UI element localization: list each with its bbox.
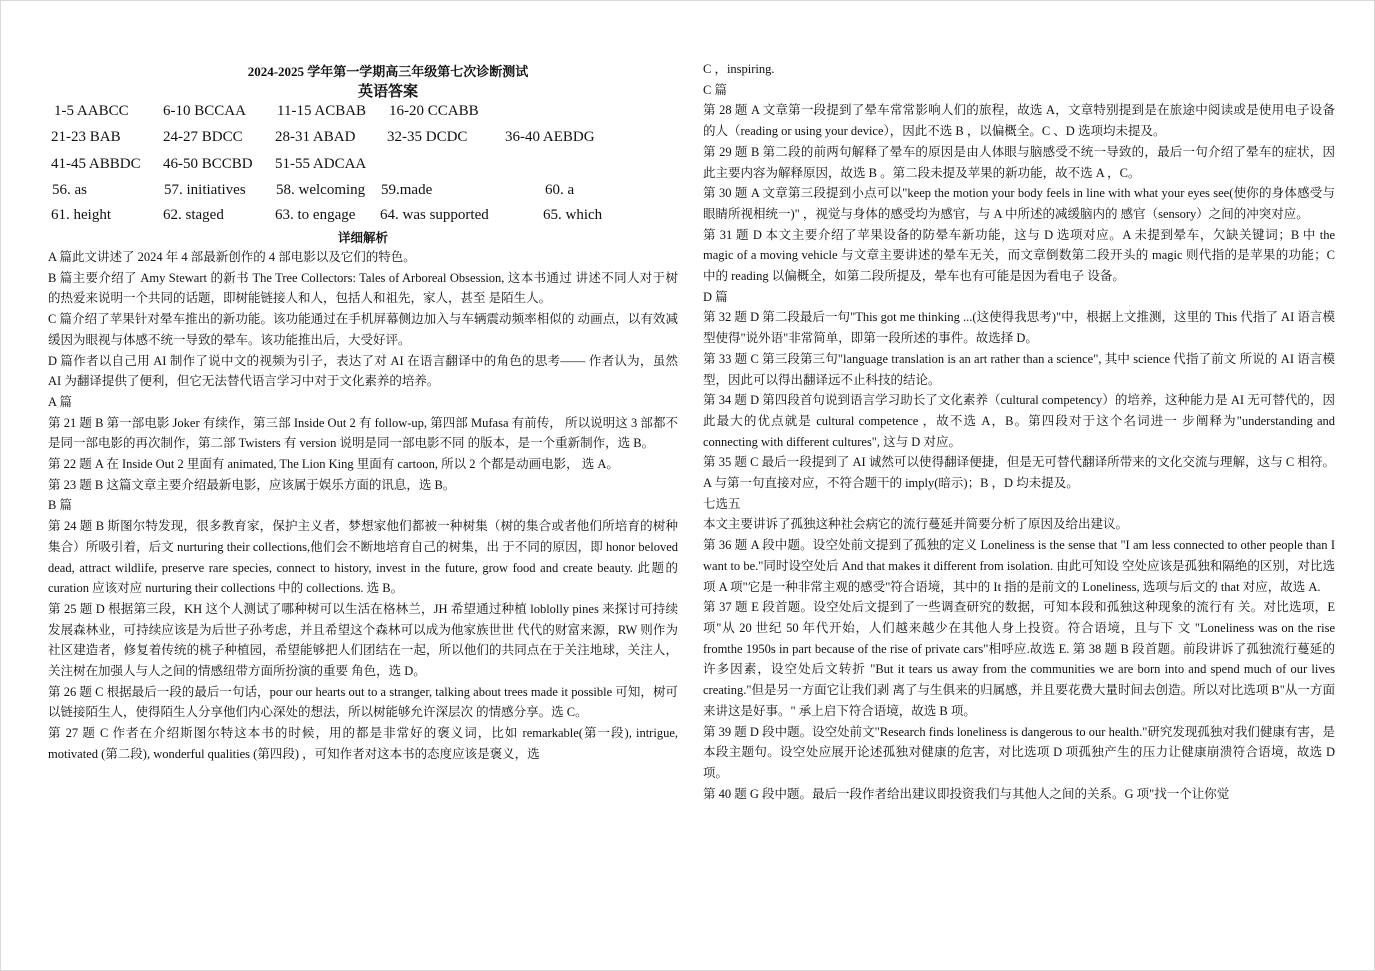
paragraph: C ，inspiring.	[703, 62, 775, 76]
answer-key-item: 6-10 BCCAA	[163, 103, 246, 119]
answer-key-item: 16-20 CCABB	[389, 103, 479, 119]
document-title: 2024-2025 学年第一学期高三年级第七次诊断测试	[247, 64, 529, 79]
subsection-heading: C 篇	[703, 82, 727, 97]
subsection-heading: D 篇	[703, 289, 728, 304]
answer-key-item: 57. initiatives	[164, 182, 246, 198]
paragraph: 第 25 题 D 根据第三段，KH 这个人测试了哪种树可以生活在格林兰，JH 希望通过种植 loblolly pines 来探讨可持续发展森林业，可持续应该是为后世子孙考虑，并且希望这个森林可以成为他家族世世 代代的财富来源，RW 则作为社区建造者，修复着传统的桃子种植园，希望能够把人们团结在一起，所以他们的共同点在于关注地球，关注人，关注树在加强人与人之间的情感纽带方面所扮演的重要 角色，选 D。	[48, 601, 678, 679]
subsection-heading: A 篇	[48, 394, 72, 409]
paragraph: 第 31 题 D 本文主要介绍了苹果设备的防晕车新功能，这与 D 选项对应。A 未提到晕车，欠缺关键词；B 中 the magic of a moving vehicle 与文章主要讲述的晕车无关，而文章倒数第二段开头的 magic 则代指的是苹果的功能；C 中的 reading 以偏概全，如第二段所提及，晕车也有可能是因为看电子 设备。	[703, 227, 1335, 284]
answer-key-item: 1-5 AABCC	[54, 103, 129, 119]
paragraph: D 篇作者以自己用 AI 制作了说中文的视频为引子，表达了对 AI 在语言翻译中的角色的思考—— 作者认为，虽然 AI 为翻译提供了便利，但它无法替代语言学习中对于文化素养的培养。	[48, 353, 678, 389]
paragraph: 第 37 题 E 段首题。设空处后文提到了一些调查研究的数据，可知本段和孤独这种现象的流行有 关。对比选项，E 项"从 20 世纪 50 年代开始，人们越来越少在其他人身上投资。符合语境，且与下 文 "Loneliness was on the rise fromthe 1950s in part because of the rise of private cars"相呼应.故选 E. 第 38 题 B 段首题。前段讲诉了孤独流行蔓延的许多因素，设空处后文转折 "But it tears us away from the communities we are born into and spend much of our lives creating."但是另一方面它让我们剥 离了与生俱来的归属感，并且要花费大量时间去创造。所以对比选项 B"从一方面来讲这是好事。" 承上启下符合语境，故选 B 项。	[703, 600, 1335, 718]
paragraph: 第 29 题 B 第二段的前两句解释了晕车的原因是由人体眼与脑感受不统一导致的，最后一句介绍了晕车的症状，因此主要内容为解释原因，故选 B 。第二段未提及苹果的新功能，故不选 A ，C。	[703, 144, 1335, 180]
answer-key-item: 63. to engage	[275, 207, 356, 223]
paragraph: C 篇介绍了苹果针对晕车推出的新功能。该功能通过在手机屏幕侧边加入与车辆震动频率相似的 动画点，以有效减缓因为眼视与体感不统一导致的晕车。该功能推出后，大受好评。	[48, 312, 678, 347]
paragraph: 第 40 题 G 段中题。最后一段作者给出建议即投资我们与其他人之间的关系。G 项"找一个让你觉	[703, 786, 1230, 801]
document-subtitle: 英语答案	[357, 84, 418, 100]
paragraph: 第 22 题 A 在 Inside Out 2 里面有 animated, The Lion King 里面有 cartoon, 所以 2 个都是动画电影， 选 A。	[48, 457, 619, 472]
paragraph: 第 24 题 B 斯图尔特发现，很多教育家，保护主义者，梦想家他们都被一种树集（树的集合或者他们所培育的树种集合）所吸引着，后文 nurturing their collections,他们会不断地培育自己的树集，出 于不同的原因，即 honor beloved dead, attract wildlife, preserve rare species, connect to history, invest in the future, grow food and create beauty. 此题的 curation 应该对应 nurturing their collections 中的 collections. 选 B。	[48, 519, 678, 596]
section-heading: 详细解析	[338, 231, 389, 245]
paragraph: 第 35 题 C 最后一段提到了 AI 诚然可以使得翻译便捷，但是无可替代翻译所带来的文化交流与理解，这与 C 相符。A 与第一句直接对应，不符合题干的 imply(暗示)；B ，D 均未提及。	[703, 455, 1335, 491]
answer-key-item: 41-45 ABBDC	[51, 156, 141, 172]
answer-key-item: 46-50 BCCBD	[163, 156, 253, 172]
paragraph: 第 21 题 B 第一部电影 Joker 有续作，第三部 Inside Out 2 有 follow-up, 第四部 Mufasa 有前传， 所以说明这 3 部都不是同一部电影的再次制作，第二部 Twisters 有 version 说明是同一部电影不同 的版本，是一个重新制作，选 B。	[48, 415, 678, 451]
paragraph: B 篇主要介绍了 Amy Stewart 的新书 The Tree Collectors: Tales of Arboreal Obsession, 这本书通过 讲述不同人对于树的热爱来说明一个共同的话题，即树能链接人和人，包括人和祖先，家人，甚至 是陌生人。	[48, 270, 678, 306]
paragraph: 第 34 题 D 第四段首句说到语言学习助长了文化素养（cultural competency）的培养，这种能力是 AI 无可替代的，因此最大的优点就是 cultural competence ，故不选 A，B。第四段对于这个名词进一 步阐释为"understanding and connecting with different cultures", 这与 D 对应。	[703, 393, 1335, 449]
answer-key-item: 60. a	[545, 182, 575, 198]
subsection-heading: B 篇	[48, 498, 72, 513]
answer-key-item: 36-40 AEBDG	[505, 129, 595, 145]
paragraph: 第 28 题 A 文章第一段提到了晕车常常影响人们的旅程，故选 A，文章特别提到是在旅途中阅读或是使用电子设备的人（reading or using your device），因此不选 B ，以偏概全。C 、D 选项均未提及。	[703, 103, 1335, 139]
paragraph: 第 39 题 D 段中题。设空处前文"Research finds loneliness is dangerous to our health."研究发现孤独对我们健康有害，是本段主题句。设空处应展开论述孤独对健康的危害，对比选项 D 项孤独产生的压力让健康崩溃符合语境，故选 D 项。	[703, 724, 1335, 780]
answer-key-item: 32-35 DCDC	[387, 129, 468, 145]
paragraph: 第 27 题 C 作者在介绍斯图尔特这本书的时候，用的都是非常好的褒义词，比如 remarkable(第一段), intrigue, motivated (第二段), wonderful qualities (第四段) ，可知作者对这本书的态度应该是褒义，选	[48, 726, 678, 761]
paragraph: A 篇此文讲述了 2024 年 4 部最新创作的 4 部电影以及它们的特色。	[48, 250, 416, 264]
paragraph: 第 30 题 A 文章第三段提到小点可以"keep the motion your body feels in line with what your eyes see(使你的身体感受与眼睛所视相统一)" ，视觉与身体的感受均为感官，与 A 中所述的减缓脑内的 感官（sensory）之间的冲突对应。	[703, 186, 1335, 221]
answer-key-item: 64. was supported	[380, 207, 489, 223]
paragraph: 第 26 题 C 根据最后一段的最后一句话，pour our hearts out to a stranger, talking about trees made it possible 可知，树可以链接陌生人，使得陌生人分享他们内心深处的想法，所以树能够允许深层次 的情感分享。选 C。	[48, 684, 678, 720]
answer-key-item: 24-27 BDCC	[163, 129, 243, 145]
right-explanations	[703, 59, 1335, 804]
paragraph: 本文主要讲诉了孤独这种社会病它的流行蔓延并简要分析了原因及给出建议。	[703, 517, 1129, 532]
answer-key-item: 61. height	[51, 207, 111, 223]
left-explanations	[48, 247, 678, 765]
answer-key-item: 51-55 ADCAA	[275, 156, 367, 172]
answer-key-item: 58. welcoming	[276, 182, 366, 198]
answer-key-item: 56. as	[52, 182, 87, 198]
paragraph: 第 36 题 A 段中题。设空处前文提到了孤独的定义 Loneliness is the sense that "I am less connected to other people than I want to be."同时设空处后 And that makes it different from isolation. 由此可知设 空处应该是孤独和隔绝的区别，对比选项 A 项"它是一种非常主观的感受"符合语境，其中的 It 指的是前文的 Loneliness, 选项与后文的 that 对应，故选 A.	[703, 538, 1335, 594]
answer-key-item: 65. which	[543, 207, 603, 223]
answer-key-item: 11-15 ACBAB	[277, 103, 367, 119]
answer-key-item: 62. staged	[163, 207, 224, 223]
answer-key-item: 21-23 BAB	[51, 129, 121, 145]
answer-key-item: 28-31 ABAD	[275, 129, 356, 145]
paragraph: 第 32 题 D 第二段最后一句"This got me thinking ...(这使得我思考)"中，根据上文推测，这里的 This 代指了 AI 语言模型使得"说外语"非常简单，即第一段所述的事件。故选择 D。	[703, 310, 1335, 346]
subsection-heading: 七选五	[703, 496, 741, 511]
paragraph: 第 23 题 B 这篇文章主要介绍最新电影，应该属于娱乐方面的讯息，选 B。	[48, 477, 456, 492]
paragraph: 第 33 题 C 第三段第三句"language translation is an art rather than a science", 其中 science 代指了前文 所说的 AI 语言模型，因此可以得出翻译远不止科技的结论。	[703, 351, 1335, 387]
answer-key-item: 59.made	[381, 182, 433, 198]
